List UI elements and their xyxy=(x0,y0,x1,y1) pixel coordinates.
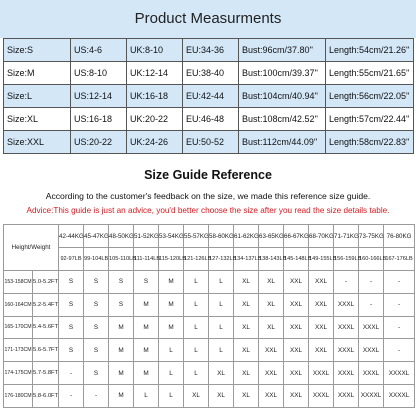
weight-kg-header: 58-60KG xyxy=(209,225,234,248)
size-cell: XL xyxy=(259,271,284,294)
size-cell: L xyxy=(159,339,184,362)
size-cell: S xyxy=(84,339,109,362)
height-ft-cell: 5.6-5.7FT xyxy=(33,339,59,362)
bust-cell: Bust:112cm/44.09'' xyxy=(239,131,326,154)
size-cell: XXL xyxy=(284,316,309,339)
size-cell: - xyxy=(334,271,359,294)
size-cell: M xyxy=(134,339,159,362)
weight-lb-header: 167-176LB xyxy=(384,248,415,271)
weight-kg-header: 51-52KG xyxy=(134,225,159,248)
size-cell: XXXL xyxy=(359,362,384,385)
weight-lb-header: 134-137LB xyxy=(234,248,259,271)
size-cell: XXXXL xyxy=(384,384,415,407)
size-cell: XL xyxy=(259,293,284,316)
size-cell: L xyxy=(159,362,184,385)
size-cell: S xyxy=(84,271,109,294)
us-cell: US:12-14 xyxy=(71,85,127,108)
weight-kg-header: 68-70KG xyxy=(309,225,334,248)
weight-kg-header: 71-71KG xyxy=(334,225,359,248)
size-cell: XXL xyxy=(259,339,284,362)
height-ft-cell: 5.2-5.4FT xyxy=(33,293,59,316)
size-cell: XL xyxy=(234,316,259,339)
uk-cell: UK:12-14 xyxy=(127,62,183,85)
size-cell: XL xyxy=(184,384,209,407)
size-cell: XXL xyxy=(284,339,309,362)
size-cell: Size:XL xyxy=(4,108,71,131)
size-cell: Size:M xyxy=(4,62,71,85)
size-cell: - xyxy=(84,384,109,407)
size-cell: XXL xyxy=(284,271,309,294)
weight-lb-header: 160-166LB xyxy=(359,248,384,271)
weight-lb-header: 127-132LB xyxy=(209,248,234,271)
size-cell: XL xyxy=(234,293,259,316)
guide-title: Size Guide Reference xyxy=(144,168,272,182)
length-cell: Length:58cm/22.83'' xyxy=(326,131,414,154)
size-cell: M xyxy=(134,316,159,339)
size-cell: Size:L xyxy=(4,85,71,108)
size-cell: XXXL xyxy=(334,362,359,385)
size-cell: S xyxy=(109,293,134,316)
weight-kg-header: 63-65KG xyxy=(259,225,284,248)
size-cell: XXL xyxy=(284,384,309,407)
measurement-row xyxy=(4,62,414,85)
size-cell: L xyxy=(184,316,209,339)
measurement-row xyxy=(4,85,414,108)
size-cell: XXL xyxy=(259,384,284,407)
size-cell: XL xyxy=(209,384,234,407)
height-ft-cell: 5.4-5.6FT xyxy=(33,316,59,339)
size-cell: XL xyxy=(234,339,259,362)
weight-kg-header: 48-50KG xyxy=(109,225,134,248)
size-cell: M xyxy=(109,384,134,407)
size-cell: XXL xyxy=(309,293,334,316)
weight-kg-header: 61-62KG xyxy=(234,225,259,248)
eu-cell: EU:34-36 xyxy=(183,39,239,62)
eu-cell: EU:38-40 xyxy=(183,62,239,85)
height-cm-cell: 165-170CM xyxy=(4,316,33,339)
height-cm-cell: 160-164CM xyxy=(4,293,33,316)
uk-cell: UK:20-22 xyxy=(127,108,183,131)
size-cell: XXXL xyxy=(334,293,359,316)
weight-lb-header: 115-120LB xyxy=(159,248,184,271)
size-cell: L xyxy=(134,384,159,407)
length-cell: Length:57cm/22.44'' xyxy=(326,108,414,131)
size-cell: S xyxy=(59,271,84,294)
size-cell: L xyxy=(184,362,209,385)
size-cell: L xyxy=(209,316,234,339)
weight-kg-header: 53-54KG xyxy=(159,225,184,248)
size-cell: XXL xyxy=(309,316,334,339)
measurements-title: Product Measurments xyxy=(0,0,416,38)
weight-kg-header: 55-57KG xyxy=(184,225,209,248)
size-cell: M xyxy=(134,362,159,385)
size-cell: - xyxy=(359,271,384,294)
size-guide-row xyxy=(4,316,415,339)
weight-kg-header: 66-67KG xyxy=(284,225,309,248)
us-cell: US:20-22 xyxy=(71,131,127,154)
uk-cell: UK:24-26 xyxy=(127,131,183,154)
height-ft-cell: 5.7-5.8FT xyxy=(33,362,59,385)
size-cell: XXXL xyxy=(359,339,384,362)
size-cell: S xyxy=(59,293,84,316)
weight-lb-header: 111-114LB xyxy=(134,248,159,271)
weight-lb-header: 92-97LB xyxy=(59,248,84,271)
size-cell: L xyxy=(159,384,184,407)
size-cell: L xyxy=(209,339,234,362)
size-cell: - xyxy=(384,293,415,316)
size-cell: XXXXL xyxy=(359,384,384,407)
length-cell: Length:54cm/21.26'' xyxy=(326,39,414,62)
size-cell: L xyxy=(184,339,209,362)
size-cell: XXL xyxy=(284,293,309,316)
size-cell: XXL xyxy=(259,362,284,385)
size-cell: S xyxy=(84,362,109,385)
size-cell: XXL xyxy=(309,271,334,294)
size-cell: - xyxy=(384,339,415,362)
bust-cell: Bust:104cm/40.94'' xyxy=(239,85,326,108)
size-cell: XXXXL xyxy=(384,362,415,385)
size-cell: M xyxy=(159,316,184,339)
measurement-row xyxy=(4,131,414,154)
size-cell: L xyxy=(209,293,234,316)
height-cm-cell: 171-173CM xyxy=(4,339,33,362)
eu-cell: EU:42-44 xyxy=(183,85,239,108)
size-cell: XL xyxy=(234,362,259,385)
uk-cell: UK:8-10 xyxy=(127,39,183,62)
size-cell: L xyxy=(184,293,209,316)
size-cell: XXXL xyxy=(309,362,334,385)
size-cell: XXL xyxy=(309,339,334,362)
height-ft-cell: 5.8-6.0FT xyxy=(33,384,59,407)
weight-lb-header: 99-104LB xyxy=(84,248,109,271)
size-cell: XXXL xyxy=(359,316,384,339)
size-cell: S xyxy=(84,293,109,316)
size-cell: - xyxy=(59,384,84,407)
size-cell: - xyxy=(59,362,84,385)
weight-lb-header: 138-143LB xyxy=(259,248,284,271)
length-cell: Length:56cm/22.05'' xyxy=(326,85,414,108)
weight-lb-header: 149-155LB xyxy=(309,248,334,271)
size-cell: S xyxy=(84,316,109,339)
size-guide-row xyxy=(4,384,415,407)
uk-cell: UK:16-18 xyxy=(127,85,183,108)
size-cell: XXXL xyxy=(309,384,334,407)
eu-cell: EU:50-52 xyxy=(183,131,239,154)
weight-lb-header: 145-148LB xyxy=(284,248,309,271)
bust-cell: Bust:100cm/39.37'' xyxy=(239,62,326,85)
size-guide-row xyxy=(4,339,415,362)
weight-kg-header: 76-80KG xyxy=(384,225,415,248)
size-cell: XL xyxy=(234,384,259,407)
height-cm-cell: 153-158CM xyxy=(4,271,33,294)
size-cell: XXXL xyxy=(334,316,359,339)
size-cell: S xyxy=(109,271,134,294)
eu-cell: EU:46-48 xyxy=(183,108,239,131)
size-guide-row xyxy=(4,271,415,294)
size-cell: L xyxy=(209,271,234,294)
bust-cell: Bust:96cm/37.80'' xyxy=(239,39,326,62)
size-cell: - xyxy=(384,271,415,294)
length-cell: Length:55cm/21.65'' xyxy=(326,62,414,85)
size-cell: XXL xyxy=(284,362,309,385)
size-guide-row xyxy=(4,293,415,316)
size-cell: XXXL xyxy=(334,384,359,407)
size-cell: Size:S xyxy=(4,39,71,62)
size-cell: XL xyxy=(209,362,234,385)
guide-note: According to the customer's feedback on the size, we made this reference size guide. xyxy=(45,191,371,201)
bust-cell: Bust:108cm/42.52'' xyxy=(239,108,326,131)
size-cell: M xyxy=(134,293,159,316)
measurement-row xyxy=(4,108,414,131)
us-cell: US:16-18 xyxy=(71,108,127,131)
size-cell: - xyxy=(359,293,384,316)
measurement-row xyxy=(4,39,414,62)
size-guide-table xyxy=(3,224,415,408)
weight-lb-header-row xyxy=(4,248,415,271)
us-cell: US:4-6 xyxy=(71,39,127,62)
height-cm-cell: 176-180CM xyxy=(4,384,33,407)
weight-lb-header: 121-126LB xyxy=(184,248,209,271)
weight-kg-header: 45-47KG xyxy=(84,225,109,248)
weight-kg-header: 42-44KG xyxy=(59,225,84,248)
size-guide-row xyxy=(4,362,415,385)
size-cell: M xyxy=(109,316,134,339)
size-cell: S xyxy=(59,316,84,339)
height-cm-cell: 174-175CM xyxy=(4,362,33,385)
weight-kg-header-row xyxy=(4,225,415,248)
height-weight-header: Height/Weight xyxy=(4,225,59,271)
size-cell: L xyxy=(184,271,209,294)
size-cell: XXXL xyxy=(334,339,359,362)
size-cell: Size:XXL xyxy=(4,131,71,154)
weight-lb-header: 105-110LB xyxy=(109,248,134,271)
weight-lb-header: 156-159LB xyxy=(334,248,359,271)
size-cell: XL xyxy=(234,271,259,294)
measurements-table xyxy=(3,38,414,154)
guide-advice: Advice:This guide is just an advice, you'd better choose the size after you read the size details table. xyxy=(26,206,390,215)
size-cell: M xyxy=(159,271,184,294)
size-cell: M xyxy=(109,362,134,385)
size-cell: XL xyxy=(259,316,284,339)
size-cell: M xyxy=(159,293,184,316)
height-ft-cell: 5.0-5.2FT xyxy=(33,271,59,294)
size-cell: M xyxy=(109,339,134,362)
size-cell: S xyxy=(59,339,84,362)
size-cell: S xyxy=(134,271,159,294)
size-cell: - xyxy=(384,316,415,339)
weight-kg-header: 73-75KG xyxy=(359,225,384,248)
us-cell: US:8-10 xyxy=(71,62,127,85)
